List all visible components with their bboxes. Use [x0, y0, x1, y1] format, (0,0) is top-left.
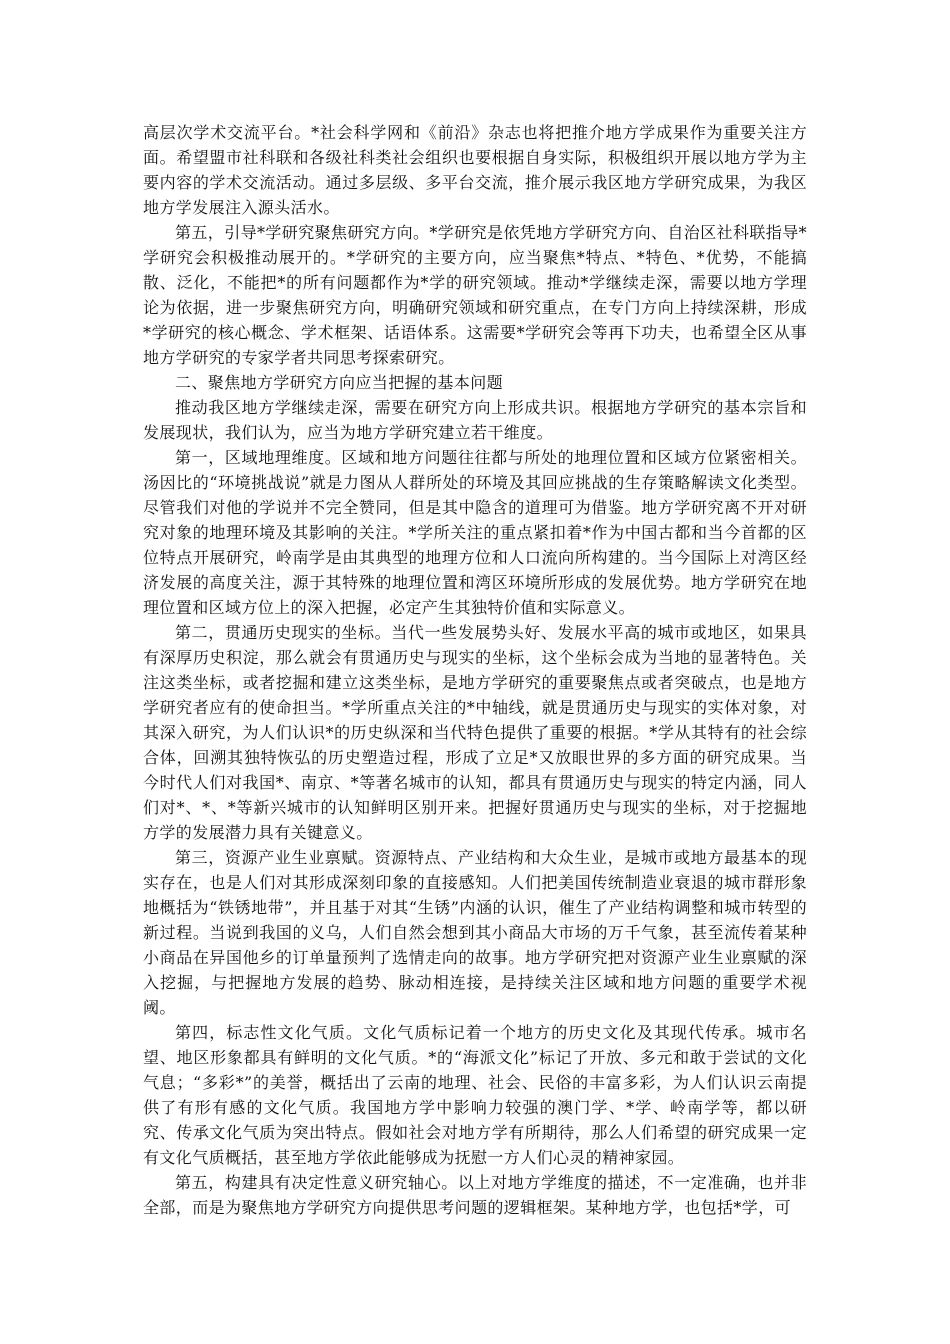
paragraph-fifth-guide-research: 第五，引导*学研究聚焦研究方向。*学研究是依凭地方学研究方向、自治区社科联指导*学研究会积极推动展开的。*学研究的主要方向，应当聚焦*特点、*特色、*优势，不能搞散、泛化，不能把*的所有问题都作为*学的研究领域。推动*学继续走深，需要以地方学理论为依据，进一步聚焦研究方向，明确研究领域和研究重点，在专门方向上持续深耕，形成*学研究的核心概念、学术框架、话语体系。这需要*学研究会等再下功夫，也希望全区从事地方学研究的专家学者共同思考探索研究。: [143, 223, 808, 367]
paragraph-third-resources: 第三，资源产业生业禀赋。资源特点、产业结构和大众生业，是城市或地方最基本的现实存在，也是人们对其形成深刻印象的直接感知。人们把美国传统制造业衰退的城市群形象地概括为“铁锈地带”，并且基于对其“生锈”内涵的认识，催生了产业结构调整和城市转型的新过程。当说到我国的义乌，人们自然会想到其小商品大市场的万千气象，甚至流传着某种小商品在异国他乡的订单量预判了选情走向的故事。地方学研究把对资源产业生业禀赋的深入挖掘，与把握地方发展的趋势、脉动相连接，是持续关注区域和地方问题的重要学术视阈。: [143, 848, 807, 1017]
paragraph-consensus: 推动我区地方学继续走深，需要在研究方向上形成共识。根据地方学研究的基本宗旨和发展现状，我们认为，应当为地方学研究建立若干维度。: [143, 398, 807, 442]
paragraph-first-geography: 第一，区域地理维度。区域和地方问题往往都与所处的地理位置和区域方位紧密相关。汤因比的“环境挑战说”就是力图从人群所处的环境及其回应挑战的生存策略解读文化类型。尽管我们对他的学说并不完全赞同，但是其中隐含的道理可为借鉴。地方学研究离不开对研究对象的地理环境及其影响的关注。*学所关注的重点紧扣着*作为中国古都和当今首都的区位特点开展研究，岭南学是由其典型的地理方位和人口流向所构建的。当今国际上对湾区经济发展的高度关注，源于其特殊的地理位置和湾区环境所形成的发展优势。地方学研究在地理位置和区域方位上的深入把握，必定产生其独特价值和实际意义。: [143, 448, 807, 617]
paragraph-fourth-culture: 第四，标志性文化气质。文化气质标记着一个地方的历史文化及其现代传承。城市名望、地区形象都具有鲜明的文化气质。*的“海派文化”标记了开放、多元和敢于尝试的文化气息；“多彩*”的美誉，概括出了云南的地理、社会、民俗的丰富多彩，为人们认识云南提供了有形有感的文化气质。我国地方学中影响力较强的澳门学、*学、岭南学等，都以研究、传承文化气质为突出特点。假如社会对地方学有所期待，那么人们希望的研究成果一定有文化气质概括，甚至地方学依此能够成为抚慰一方人们心灵的精神家园。: [143, 1023, 807, 1167]
section-heading-two: 二、聚焦地方学研究方向应当把握的基本问题: [175, 373, 504, 392]
paragraph-continued-exchange-platform: 高层次学术交流平台。*社会科学网和《前沿》杂志也将把推介地方学成果作为重要关注方面。希望盟市社科联和各级社科类社会组织也要根据自身实际，积极组织开展以地方学为主要内容的学术交流活动。通过多层级、多平台交流，推介展示我区地方学研究成果，为我区地方学发展注入源头活水。: [143, 123, 807, 217]
paragraph-second-history: 第二，贯通历史现实的坐标。当代一些发展势头好、发展水平高的城市或地区，如果具有深厚历史积淀，那么就会有贯通历史与现实的坐标，这个坐标会成为当地的显著特色。关注这类坐标，或者挖掘和建立这类坐标，是地方学研究的重要聚焦点或者突破点，也是地方学研究者应有的使命担当。*学所重点关注的*中轴线，就是贯通历史与现实的实体对象，对其深入研究，为人们认识*的历史纵深和当代特色提供了重要的根据。*学从其特有的社会综合体，回溯其独特恢弘的历史塑造过程，形成了立足*又放眼世界的多方面的研究成果。当今时代人们对我国*、南京、*等著名城市的认知，都具有贯通历史与现实的特定内涵，同人们对*、*、*等新兴城市的认知鲜明区别开来。把握好贯通历史与现实的坐标，对于挖掘地方学的发展潜力具有关键意义。: [143, 623, 807, 842]
paragraph-fifth-axis: 第五，构建具有决定性意义研究轴心。以上对地方学维度的描述，不一定准确，也并非全部，而是为聚焦地方学研究方向提供思考问题的逻辑框架。某种地方学，也包括*学，可: [143, 1173, 807, 1217]
article-body: [143, 120, 807, 1220]
